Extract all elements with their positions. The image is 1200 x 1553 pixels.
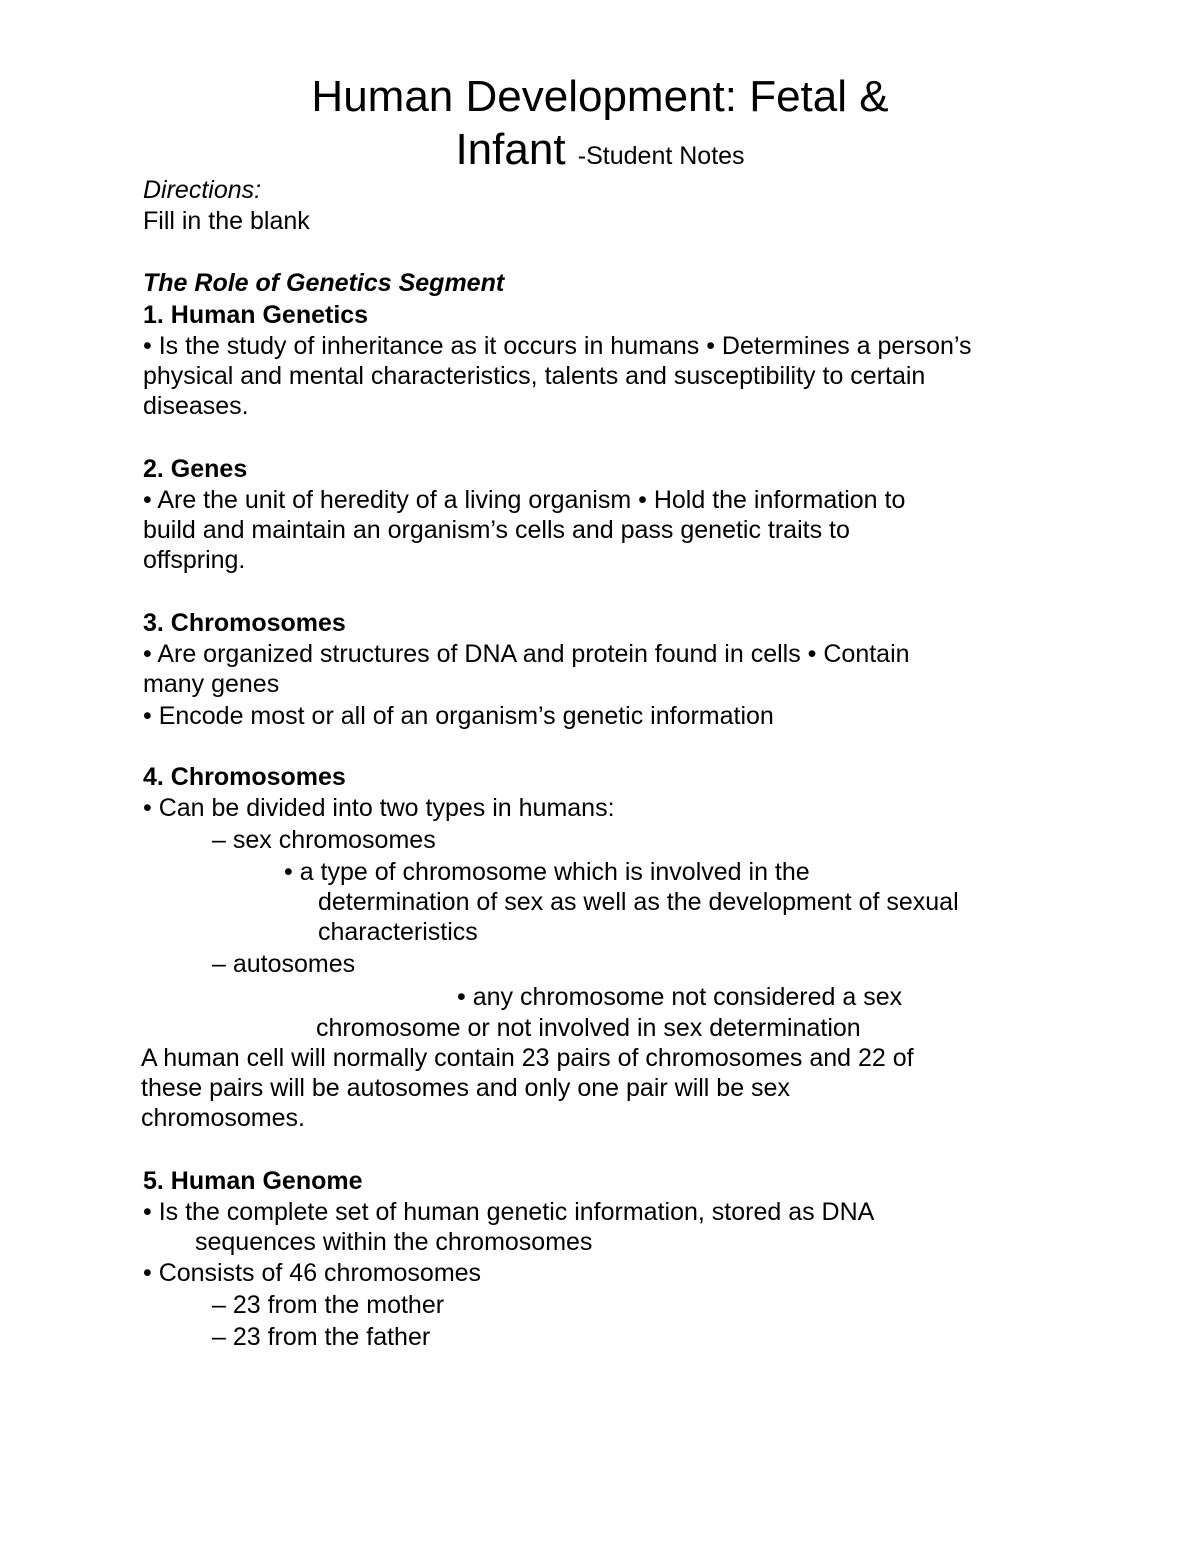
section-line: build and maintain an organism’s cells and pass genetic traits to xyxy=(143,516,850,544)
document-title-line-1: Human Development: Fetal & xyxy=(311,72,889,121)
section-line: sequences within the chromosomes xyxy=(195,1228,593,1256)
document-title-infant: Infant xyxy=(455,125,566,174)
section-line: • a type of chromosome which is involved in the xyxy=(284,858,810,886)
section-line: • Are the unit of heredity of a living organism • Hold the information to xyxy=(143,486,906,514)
section-line: offspring. xyxy=(143,546,246,574)
section-line: chromosome or not involved in sex determination xyxy=(316,1014,861,1042)
section-line: diseases. xyxy=(143,392,249,420)
section-heading: 2. Genes xyxy=(143,455,248,483)
section-line: – 23 from the father xyxy=(212,1323,431,1351)
document-title-suffix: -Student Notes xyxy=(577,142,745,170)
document-title-line-2 xyxy=(0,125,1200,181)
section-line: • Can be divided into two types in humans: xyxy=(143,794,615,822)
section-heading: 3. Chromosomes xyxy=(143,609,346,637)
section-line: determination of sex as well as the development of sexual xyxy=(318,888,959,916)
section-line: • Are organized structures of DNA and protein found in cells • Contain xyxy=(143,640,910,668)
section-line: – 23 from the mother xyxy=(212,1291,445,1319)
section-line: • Is the study of inheritance as it occurs in humans • Determines a person’s xyxy=(143,332,972,360)
directions-label: Directions: xyxy=(143,176,262,204)
section-line: characteristics xyxy=(318,918,478,946)
section-line: these pairs will be autosomes and only one pair will be sex xyxy=(141,1074,790,1102)
section-line: • Encode most or all of an organism’s genetic information xyxy=(143,702,774,730)
directions-text: Fill in the blank xyxy=(143,207,310,235)
section-line: – autosomes xyxy=(212,950,356,978)
section-line: • any chromosome not considered a sex xyxy=(457,983,903,1011)
section-heading: 1. Human Genetics xyxy=(143,301,369,329)
section-line: many genes xyxy=(143,670,280,698)
section-line: – sex chromosomes xyxy=(212,826,436,854)
section-line: A human cell will normally contain 23 pairs of chromosomes and 22 of xyxy=(141,1044,914,1072)
section-heading: 5. Human Genome xyxy=(143,1167,363,1195)
section-line: • Consists of 46 chromosomes xyxy=(143,1259,482,1287)
segment-title: The Role of Genetics Segment xyxy=(143,269,505,297)
section-heading: 4. Chromosomes xyxy=(143,763,346,791)
section-line: physical and mental characteristics, talents and susceptibility to certain xyxy=(143,362,926,390)
section-line: • Is the complete set of human genetic information, stored as DNA xyxy=(143,1198,875,1226)
section-line: chromosomes. xyxy=(141,1104,305,1132)
